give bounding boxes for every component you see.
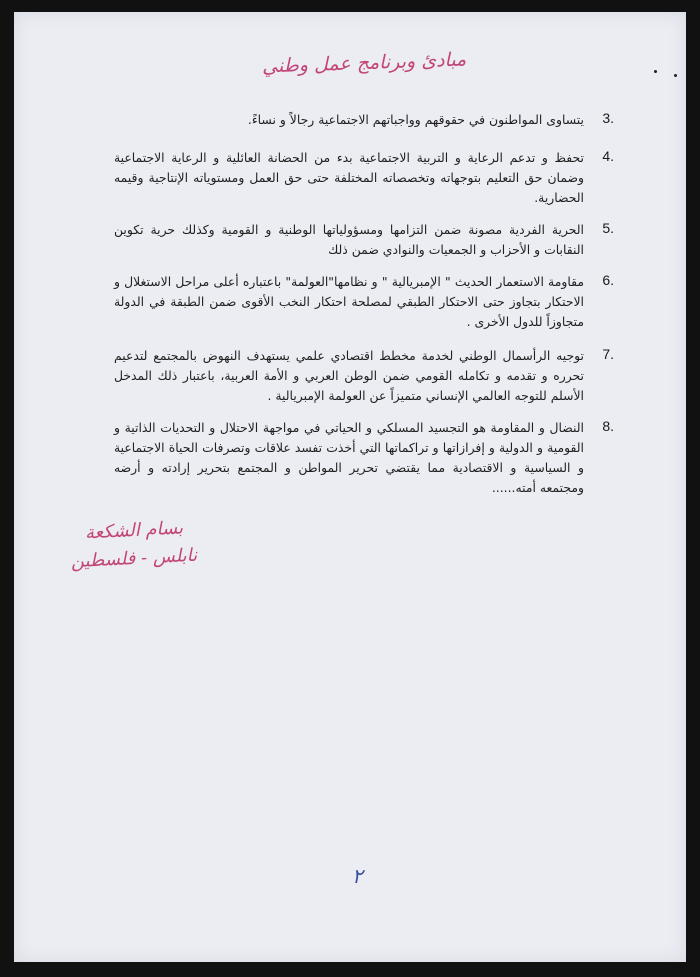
dot-mark — [654, 70, 657, 73]
list-item — [114, 418, 614, 498]
item-text: النضال و المقاومة هو التجسيد المسلكي و الحياتي في مواجهة الاحتلال و التحديات الذاتية و القومية و الدولية و إفرازاتها و تراكماتها التي أخذت تفسد علاقات وتصرفات الحياة الاجتماعية و السياسية و الاقتصادية مما يقتضي تحرير المواطن و المجتمع بتحرير إرادته و أرضه ومجتمعه أمته...... — [114, 420, 584, 495]
handwritten-title — [214, 48, 514, 94]
handwritten-signature — [64, 517, 204, 573]
list-item — [114, 220, 614, 260]
item-text: توجيه الرأسمال الوطني لخدمة مخطط اقتصادي علمي يستهدف النهوض بالمجتمع لتدعيم تحرره و تقدمه و تكامله القومي ضمن الوطن العربي و الأمة العربية، باعتبار ذلك المدخل الأسلم للتوجه العالمي الإنساني متميزاً عن العولمة الإمبريالية . — [114, 348, 584, 403]
item-number: 3. — [602, 110, 614, 126]
list-item — [114, 272, 614, 332]
signature-name: بسام الشكعة — [84, 517, 184, 544]
item-number: 4. — [602, 148, 614, 164]
list-item — [114, 148, 614, 208]
item-number: 6. — [602, 272, 614, 288]
title-text: مبادئ وبرنامج عمل وطني — [261, 48, 467, 78]
item-number: 7. — [602, 346, 614, 362]
document-page — [14, 12, 686, 962]
item-number: 5. — [602, 220, 614, 236]
item-text: الحرية الفردية مصونة ضمن التزامها ومسؤولياتها الوطنية و القومية وكذلك حرية تكوين النقابات و الأحزاب و الجمعيات والنوادي ضمن ذلك — [114, 222, 584, 257]
item-number: 8. — [602, 418, 614, 434]
item-text: مقاومة الاستعمار الحديث " الإمبريالية " و نظامها"العولمة" باعتباره أعلى مراحل الاستغلال و الاحتكار بتجاوز حتى الاحتكار الطبقي لمصلحة احتكار النخب الأقوى ضمن الطبقة في الدولة متجاوزاً للدول الأخرى . — [114, 274, 584, 329]
page-number-mark: ٢ — [352, 864, 363, 888]
item-text: يتساوى المواطنون في حقوقهم وواجباتهم الاجتماعية رجالاً و نساءً. — [247, 112, 584, 127]
list-item — [114, 110, 614, 130]
signature-place: نابلس - فلسطين — [70, 544, 198, 573]
item-text: تحفظ و تدعم الرعاية و التربية الاجتماعية بدء من الحضانة العائلية و الرعاية الاجتماعية وضمان حق التعليم بتوجهاته وتخصصاته المختلفة حتى حق العمل ومستوياته الإنتاجية وقيمه الحضارية. — [114, 150, 584, 205]
dot-mark — [674, 74, 677, 77]
list-item — [114, 346, 614, 406]
